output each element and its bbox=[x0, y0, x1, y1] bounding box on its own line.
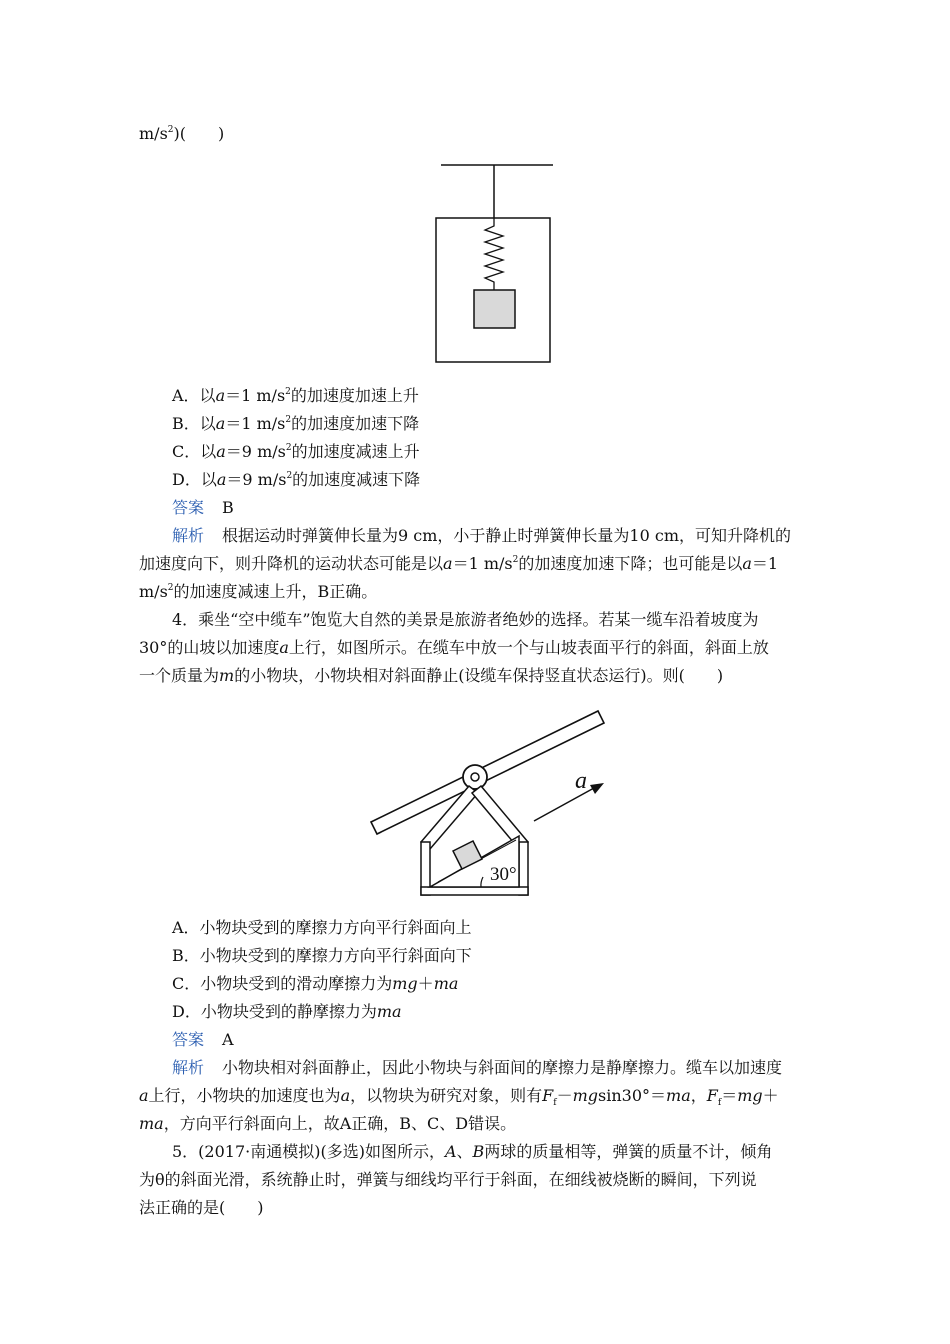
var-a: a bbox=[215, 386, 226, 405]
question-text: 的小物块，小物块相对斜面静止(设缆车保持竖直状态运行)。则( ) bbox=[234, 666, 724, 685]
var-ma: ma bbox=[666, 1086, 691, 1105]
analysis-text: 加速度向下，则升降机的运动状态可能是以 bbox=[139, 554, 444, 573]
q4-question-line2 bbox=[139, 636, 819, 660]
question-text: 两球的质量相等，弹簧的质量不计，倾角 bbox=[484, 1142, 773, 1161]
q5-question-line1 bbox=[172, 1140, 852, 1164]
var-a: a bbox=[279, 638, 289, 657]
option-text: D．小物块受到的静摩擦力为 bbox=[172, 1002, 377, 1021]
cable-car-figure bbox=[350, 696, 632, 916]
q3-analysis-line3 bbox=[139, 580, 819, 604]
q4-answer bbox=[172, 1028, 852, 1052]
acceleration-label: a bbox=[575, 768, 587, 794]
unit-text: m/s bbox=[139, 124, 168, 143]
q3-analysis-line1 bbox=[172, 524, 852, 548]
hanging-block bbox=[474, 290, 515, 328]
subscript: f bbox=[717, 1098, 722, 1109]
q3-option-c bbox=[172, 440, 852, 464]
question-text: 、 bbox=[456, 1142, 473, 1161]
option-value: ＝1 m/s bbox=[225, 414, 286, 433]
var-a: a bbox=[216, 442, 226, 461]
var-a: a bbox=[215, 414, 226, 433]
analysis-text: 的加速度减速上升，B正确。 bbox=[173, 582, 378, 601]
pulley-axle bbox=[471, 773, 479, 781]
question-text: 5．(2017·南通模拟)(多选)如图所示， bbox=[172, 1142, 445, 1161]
var-ma: ma bbox=[139, 1114, 164, 1133]
q3-option-b bbox=[172, 412, 852, 436]
q4-analysis-line2 bbox=[139, 1084, 819, 1108]
var-m: m bbox=[219, 666, 235, 685]
q4-question-line1: 4．乘坐“空中缆车”饱览大自然的美景是旅游者绝妙的选择。若某一缆车沿着坡度为 bbox=[172, 610, 759, 629]
spring bbox=[485, 218, 503, 290]
question-text: 一个质量为 bbox=[139, 666, 220, 685]
q3-analysis-line2 bbox=[139, 552, 819, 576]
superscript: 2 bbox=[285, 414, 292, 425]
equals-sign: ＝ bbox=[721, 1086, 738, 1105]
analysis-text: m/s bbox=[139, 582, 168, 601]
plus-sign: ＋ bbox=[762, 1086, 779, 1105]
analysis-text: ，方向平行斜面向上，故A正确，B、C、D错误。 bbox=[163, 1114, 517, 1133]
option-prefix: B．以 bbox=[172, 414, 216, 433]
var-F: F bbox=[706, 1086, 718, 1105]
answer-value: A bbox=[222, 1030, 234, 1049]
analysis-label: 解析 bbox=[172, 526, 205, 545]
superscript: 2 bbox=[512, 554, 519, 565]
var-mg: mg bbox=[737, 1086, 763, 1105]
cabin-floor bbox=[421, 887, 528, 895]
q4-option-a: A．小物块受到的摩擦力方向平行斜面向上 bbox=[172, 918, 472, 937]
subscript: f bbox=[553, 1098, 557, 1109]
analysis-label: 解析 bbox=[172, 1058, 205, 1077]
superscript: 2 bbox=[286, 470, 293, 481]
var-ma: ma bbox=[433, 974, 459, 993]
q4-analysis-line1 bbox=[172, 1056, 852, 1080]
cable-rope bbox=[371, 711, 604, 834]
option-prefix: D．以 bbox=[172, 470, 217, 489]
option-text: C．小物块受到的滑动摩擦力为 bbox=[172, 974, 393, 993]
var-a: a bbox=[443, 554, 453, 573]
question-text: 30°的山坡以加速度 bbox=[139, 638, 280, 657]
analysis-text: sin30°＝ bbox=[598, 1086, 667, 1105]
q4-question-line3 bbox=[139, 664, 819, 688]
var-F: F bbox=[542, 1086, 554, 1105]
var-a: a bbox=[340, 1086, 351, 1105]
q4-option-b: B．小物块受到的摩擦力方向平行斜面向下 bbox=[172, 946, 472, 965]
option-value: ＝1 m/s bbox=[225, 386, 286, 405]
var-a: a bbox=[216, 470, 227, 489]
answer-blank: )( ) bbox=[173, 124, 225, 143]
option-suffix: 的加速度加速上升 bbox=[290, 386, 419, 405]
answer-label: 答案 bbox=[172, 1030, 205, 1049]
superscript: 2 bbox=[167, 124, 174, 135]
elevator-spring-figure bbox=[420, 150, 570, 380]
analysis-text: 小物块相对斜面静止，因此小物块与斜面间的摩擦力是静摩擦力。缆车以加速度 bbox=[222, 1058, 783, 1077]
option-value: ＝9 m/s bbox=[225, 442, 286, 461]
option-suffix: 的加速度减速下降 bbox=[292, 470, 421, 489]
question-text: 上行，如图所示。在缆车中放一个与山坡表面平行的斜面，斜面上放 bbox=[288, 638, 769, 657]
superscript: 2 bbox=[285, 442, 292, 453]
option-suffix: 的加速度加速下降 bbox=[291, 414, 420, 433]
answer-label: 答案 bbox=[172, 498, 205, 517]
var-A: A bbox=[444, 1142, 457, 1161]
option-prefix: C．以 bbox=[172, 442, 217, 461]
option-prefix: A．以 bbox=[172, 386, 216, 405]
answer-value: B bbox=[222, 498, 234, 517]
q5-question-line2: 为θ的斜面光滑，系统静止时，弹簧与细线均平行于斜面，在细线被烧断的瞬间，下列说 bbox=[139, 1170, 757, 1189]
q5-question-line3: 法正确的是( ) bbox=[139, 1198, 264, 1217]
q3-question-tail bbox=[139, 122, 819, 146]
analysis-text: ，以物块为研究对象，则有 bbox=[350, 1086, 543, 1105]
analysis-text: 根据运动时弹簧伸长量为9 cm，小于静止时弹簧伸长量为10 cm，可知升降机的 bbox=[222, 526, 791, 545]
q4-analysis-line3 bbox=[139, 1112, 819, 1136]
var-a: a bbox=[139, 1086, 149, 1105]
arrow-head bbox=[590, 783, 604, 794]
var-mg: mg bbox=[392, 974, 418, 993]
superscript: 2 bbox=[167, 582, 174, 593]
analysis-text: ＝1 m/s bbox=[452, 554, 513, 573]
analysis-text: 上行，小物块的加速度也为 bbox=[148, 1086, 341, 1105]
q3-option-a bbox=[172, 384, 852, 408]
var-B: B bbox=[472, 1142, 485, 1161]
superscript: 2 bbox=[285, 386, 291, 397]
minus-sign: － bbox=[556, 1086, 573, 1105]
punctuation: ， bbox=[690, 1086, 707, 1105]
option-value: ＝9 m/s bbox=[226, 470, 287, 489]
q3-option-d bbox=[172, 468, 852, 492]
var-ma: ma bbox=[376, 1002, 402, 1021]
angle-label: 30° bbox=[490, 864, 517, 885]
q4-option-c bbox=[172, 972, 852, 996]
plus-sign: ＋ bbox=[417, 974, 434, 993]
q4-option-d bbox=[172, 1000, 852, 1024]
analysis-text: 的加速度加速下降；也可能是以 bbox=[518, 554, 743, 573]
var-mg: mg bbox=[572, 1086, 599, 1105]
q3-answer bbox=[172, 496, 852, 520]
var-a: a bbox=[742, 554, 752, 573]
option-suffix: 的加速度减速上升 bbox=[291, 442, 420, 461]
analysis-text: ＝1 bbox=[751, 554, 779, 573]
